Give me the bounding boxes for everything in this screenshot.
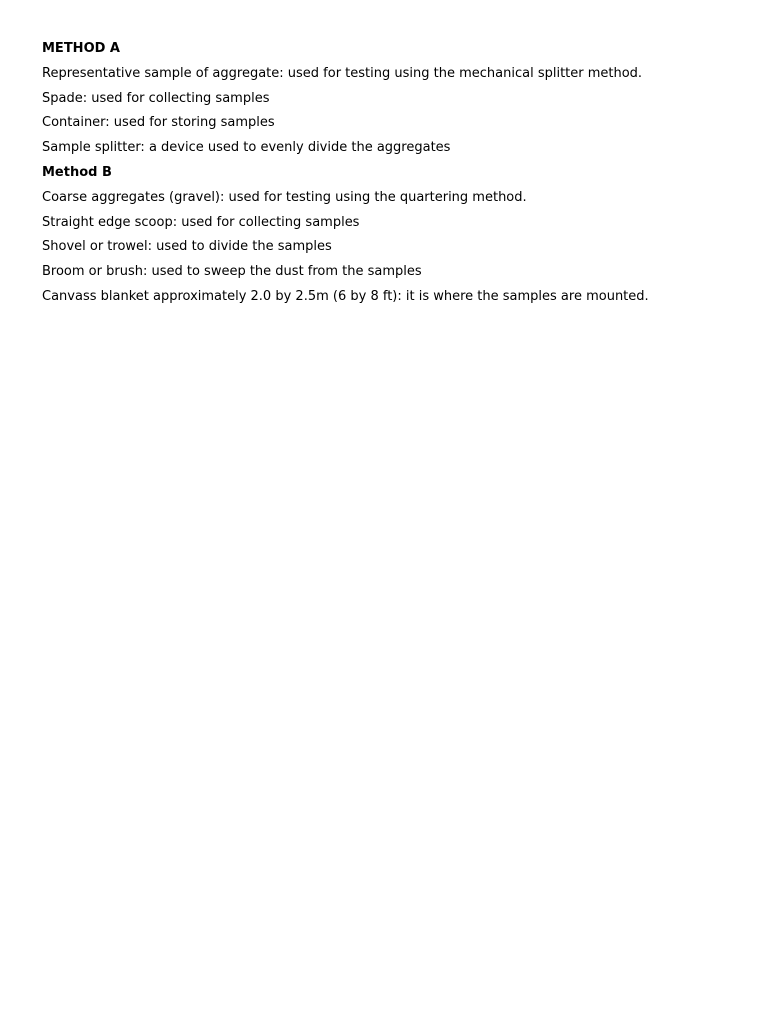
method-b-item: Straight edge scoop: used for collecting samples bbox=[42, 214, 360, 230]
method-a-item: Container: used for storing samples bbox=[42, 115, 275, 131]
method-b-item: Coarse aggregates (gravel): used for testing using the quartering method. bbox=[42, 189, 527, 205]
method-b-item: Broom or brush: used to sweep the dust from the samples bbox=[42, 264, 422, 280]
method-a-item: Sample splitter: a device used to evenly divide the aggregates bbox=[42, 140, 451, 156]
method-b-item: Canvass blanket approximately 2.0 by 2.5m (6 by 8 ft): it is where the samples are mounted. bbox=[42, 288, 649, 304]
method-a-item: Representative sample of aggregate: used for testing using the mechanical splitter method. bbox=[42, 65, 643, 81]
method-a-heading: METHOD A bbox=[42, 41, 120, 56]
method-b-item: Shovel or trowel: used to divide the samples bbox=[42, 239, 332, 255]
method-a-item: Spade: used for collecting samples bbox=[42, 90, 270, 106]
method-b-heading: Method B bbox=[42, 164, 112, 180]
